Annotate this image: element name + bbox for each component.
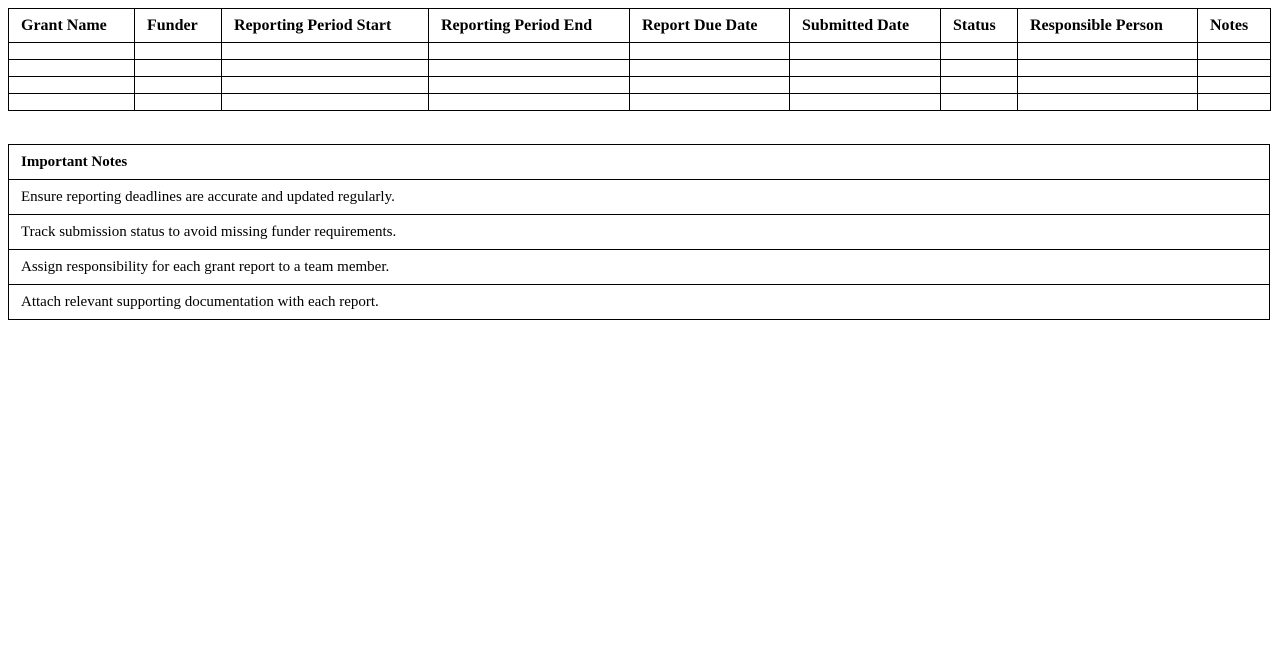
table-cell[interactable] (222, 43, 429, 60)
column-header-status: Status (941, 9, 1018, 43)
note-text: Track submission status to avoid missing funder requirements. (9, 215, 1270, 250)
column-header-grant-name: Grant Name (9, 9, 135, 43)
column-header-notes: Notes (1198, 9, 1271, 43)
table-cell[interactable] (135, 77, 222, 94)
column-header-responsible-person: Responsible Person (1018, 9, 1198, 43)
table-cell[interactable] (135, 43, 222, 60)
note-text: Assign responsibility for each grant report to a team member. (9, 250, 1270, 285)
table-cell[interactable] (1198, 43, 1271, 60)
list-item (9, 180, 1270, 215)
table-header-row (9, 9, 1271, 43)
notes-header-row (9, 145, 1270, 180)
table-cell[interactable] (1198, 60, 1271, 77)
table-cell[interactable] (429, 77, 630, 94)
table-cell[interactable] (941, 77, 1018, 94)
table-cell[interactable] (941, 43, 1018, 60)
table-cell[interactable] (222, 94, 429, 111)
table-cell[interactable] (1198, 77, 1271, 94)
notes-heading: Important Notes (9, 145, 1270, 180)
important-notes-table (8, 144, 1270, 320)
table-cell[interactable] (429, 94, 630, 111)
table-row (9, 43, 1271, 60)
table-row (9, 77, 1271, 94)
table-cell[interactable] (1018, 77, 1198, 94)
column-header-report-due-date: Report Due Date (630, 9, 790, 43)
column-header-reporting-period-start: Reporting Period Start (222, 9, 429, 43)
table-cell[interactable] (630, 77, 790, 94)
list-item (9, 250, 1270, 285)
grant-reporting-table (8, 8, 1271, 111)
table-cell[interactable] (630, 60, 790, 77)
table-cell[interactable] (1198, 94, 1271, 111)
table-cell[interactable] (135, 94, 222, 111)
table-cell[interactable] (1018, 43, 1198, 60)
note-text: Ensure reporting deadlines are accurate and updated regularly. (9, 180, 1270, 215)
table-cell[interactable] (790, 77, 941, 94)
table-cell[interactable] (941, 60, 1018, 77)
table-row (9, 60, 1271, 77)
table-cell[interactable] (9, 60, 135, 77)
table-cell[interactable] (429, 60, 630, 77)
table-cell[interactable] (790, 43, 941, 60)
table-cell[interactable] (222, 60, 429, 77)
table-cell[interactable] (630, 43, 790, 60)
table-row (9, 94, 1271, 111)
table-cell[interactable] (941, 94, 1018, 111)
column-header-funder: Funder (135, 9, 222, 43)
table-cell[interactable] (429, 43, 630, 60)
table-cell[interactable] (1018, 94, 1198, 111)
list-item (9, 285, 1270, 320)
table-cell[interactable] (790, 94, 941, 111)
note-text: Attach relevant supporting documentation with each report. (9, 285, 1270, 320)
table-cell[interactable] (9, 77, 135, 94)
column-header-submitted-date: Submitted Date (790, 9, 941, 43)
table-cell[interactable] (222, 77, 429, 94)
table-cell[interactable] (9, 43, 135, 60)
table-cell[interactable] (9, 94, 135, 111)
table-cell[interactable] (135, 60, 222, 77)
table-cell[interactable] (1018, 60, 1198, 77)
table-cell[interactable] (790, 60, 941, 77)
list-item (9, 215, 1270, 250)
table-cell[interactable] (630, 94, 790, 111)
column-header-reporting-period-end: Reporting Period End (429, 9, 630, 43)
